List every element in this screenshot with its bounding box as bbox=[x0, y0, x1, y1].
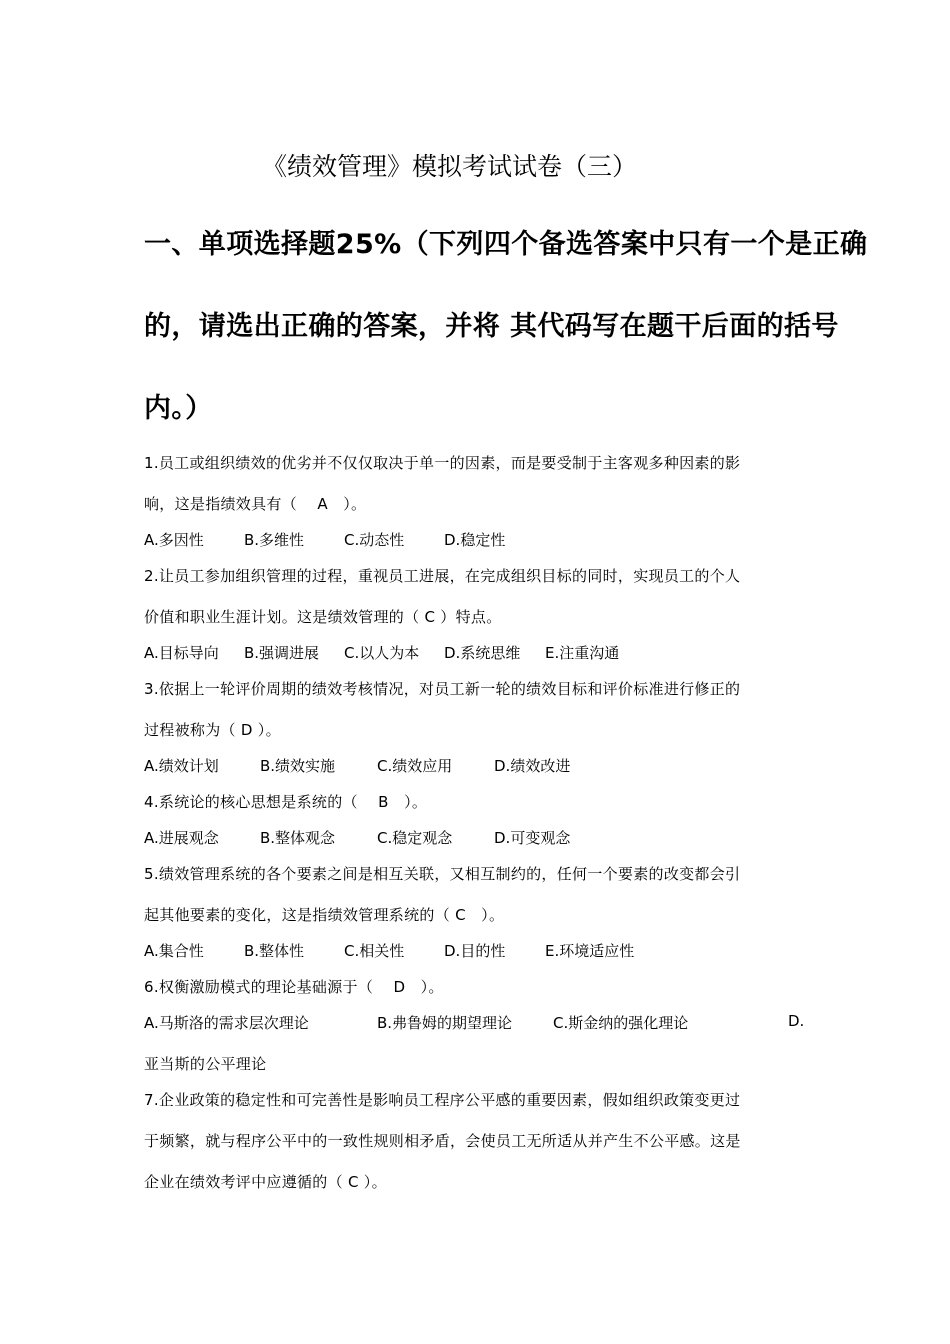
option-a: A.多因性 bbox=[144, 531, 204, 549]
option-c: C.相关性 bbox=[344, 942, 405, 960]
option-b: B.强调进展 bbox=[244, 644, 320, 662]
option-e: E.环境适应性 bbox=[545, 942, 635, 960]
option-d: D.系统思维 bbox=[444, 644, 521, 662]
option-b: B.整体性 bbox=[244, 942, 305, 960]
question-stem-line: 过程被称为（ D ）。 bbox=[144, 721, 281, 739]
option-a: A.马斯洛的需求层次理论 bbox=[144, 1014, 309, 1032]
question-stem-line: 企业在绩效考评中应遵循的（ C ）。 bbox=[144, 1173, 387, 1191]
option-e: E.注重沟通 bbox=[545, 644, 620, 662]
question-stem-line: 3.依据上一轮评价周期的绩效考核情况，对员工新一轮的绩效目标和评价标准进行修正的 bbox=[144, 680, 741, 698]
option-d: D. bbox=[788, 1012, 805, 1030]
option-c: C.动态性 bbox=[344, 531, 405, 549]
option-d-continuation: 亚当斯的公平理论 bbox=[144, 1055, 267, 1073]
option-c: C.稳定观念 bbox=[377, 829, 453, 847]
question-stem-line: 5.绩效管理系统的各个要素之间是相互关联，又相互制约的，任何一个要素的改变都会引 bbox=[144, 865, 741, 883]
question-stem-line: 2.让员工参加组织管理的过程，重视员工进展，在完成组织目标的同时，实现员工的个人 bbox=[144, 567, 741, 585]
option-b: B.绩效实施 bbox=[260, 757, 336, 775]
question-stem-line: 于频繁，就与程序公平中的一致性规则相矛盾，会使员工无所适从并产生不公平感。这是 bbox=[144, 1132, 741, 1150]
question-stem-line: 6.权衡激励模式的理论基础源于（ D ）。 bbox=[144, 978, 444, 996]
question-stem-line: 1.员工或组织绩效的优劣并不仅仅取决于单一的因素，而是要受制于主客观多种因素的影 bbox=[144, 454, 741, 472]
option-c: C.以人为本 bbox=[344, 644, 420, 662]
option-b: B.弗鲁姆的期望理论 bbox=[377, 1014, 513, 1032]
option-d: D.绩效改进 bbox=[494, 757, 571, 775]
option-d: D.可变观念 bbox=[494, 829, 571, 847]
question-stem-line: 起其他要素的变化，这是指绩效管理系统的（ C ）。 bbox=[144, 906, 505, 924]
section-heading-line: 内。） bbox=[144, 393, 213, 424]
option-c: C.斯金纳的强化理论 bbox=[553, 1014, 689, 1032]
option-b: B.整体观念 bbox=[260, 829, 336, 847]
option-c: C.绩效应用 bbox=[377, 757, 453, 775]
option-a: A.进展观念 bbox=[144, 829, 219, 847]
option-a: A.目标导向 bbox=[144, 644, 219, 662]
question-stem-line: 价值和职业生涯计划。这是绩效管理的（ C ）特点。 bbox=[144, 608, 502, 626]
section-heading-line: 一、单项选择题25%（下列四个备选答案中只有一个是正确 bbox=[144, 229, 868, 260]
question-stem-line: 响，这是指绩效具有（ A ）。 bbox=[144, 495, 367, 513]
option-d: D.目的性 bbox=[444, 942, 506, 960]
option-a: A.绩效计划 bbox=[144, 757, 219, 775]
section-heading-line: 的，请选出正确的答案，并将 其代码写在题干后面的括号 bbox=[144, 311, 839, 342]
option-a: A.集合性 bbox=[144, 942, 204, 960]
option-b: B.多维性 bbox=[244, 531, 305, 549]
option-d: D.稳定性 bbox=[444, 531, 506, 549]
question-stem-line: 7.企业政策的稳定性和可完善性是影响员工程序公平感的重要因素，假如组织政策变更过 bbox=[144, 1091, 741, 1109]
page-title: 《绩效管理》模拟考试试卷（三） bbox=[262, 152, 638, 181]
question-stem-line: 4.系统论的核心思想是系统的（ B ）。 bbox=[144, 793, 428, 811]
